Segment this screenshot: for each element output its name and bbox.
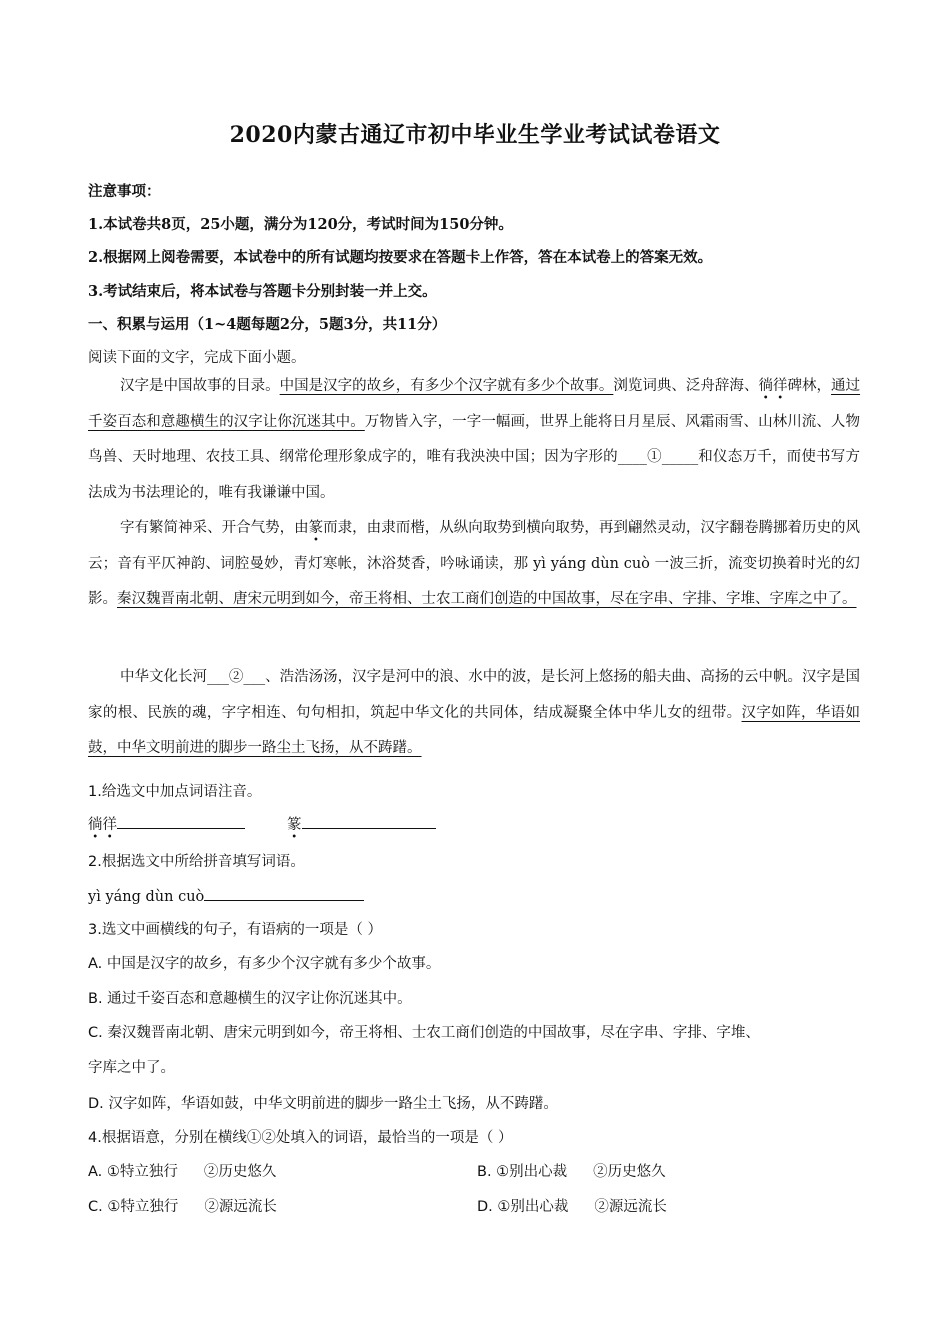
q3-option-c[interactable] [88, 1021, 760, 1042]
q3-option-c-continued: 字库之中了。 [88, 1060, 175, 1076]
option-key: B. [477, 1164, 492, 1180]
answer-blank-1[interactable] [117, 812, 245, 829]
section-heading: 一、积累与运用（1~4题每题2分，5题3分，共11分） [88, 316, 447, 333]
option-word-1: ①特立独行 [106, 1164, 178, 1180]
notes-item-3: 3.考试结束后，将本试卷与答题卡分别封装一并上交。 [88, 283, 437, 300]
option-key: A. [88, 1164, 103, 1180]
option-text: 中国是汉字的故乡，有多少个汉字就有多少个故事。 [106, 956, 441, 972]
passage-text: 浏览词典、泛舟辞海、 [613, 378, 759, 394]
passage-text: 字有繁简神采、开合气势，由 [120, 520, 309, 536]
q1-word-1 [88, 817, 117, 833]
question-number: 3. [88, 922, 102, 938]
passage-text: 万物皆入字，一字一幅画，世界上能将日月星辰、风霜雨雪、山林川流、人物鸟兽、天时地理、农技工具、纲常伦理形象成字的，唯有我泱泱中国；因为字形的____①_____和仪态万千，而使书写方法成为书法理论的，唯有我谦谦中国。 [88, 413, 860, 501]
option-key: D. [88, 1096, 104, 1112]
passage-paragraph-1 [88, 369, 860, 511]
dotted-word-changyang [758, 378, 787, 394]
passage-text: 汉字是中国故事的目录。 [120, 378, 280, 394]
option-key: C. [88, 1025, 103, 1041]
q2-pinyin: yì yáng dùn cuò [88, 889, 205, 905]
question-text: 根据选文中所给拼音填写词语。 [101, 854, 305, 870]
q1-answer-row [88, 812, 436, 834]
q3-option-b[interactable] [88, 987, 412, 1008]
dotted-char: 徉 [772, 378, 788, 394]
dotted-char: 徉 [102, 817, 117, 833]
question-text: 选文中画横线的句子，有语病的一项是（ ） [101, 922, 382, 938]
dotted-word-zhuan: 篆 [308, 520, 324, 536]
option-text: 汉字如阵，华语如鼓，中华文明前进的脚步一路尘土飞扬，从不踌躇。 [108, 1096, 558, 1112]
underlined-sentence: 汉字如阵，华语如鼓，中华文明前进的脚步一路尘土飞扬，从不踌躇。 [88, 704, 861, 756]
passage-text: 碑林， [787, 378, 832, 394]
answer-blank-2[interactable] [302, 812, 436, 829]
answer-blank-3[interactable] [204, 884, 364, 901]
option-text: 秦汉魏晋南北朝、唐宋元明到如今，帝王将相、士农工商们创造的中国故事，尽在字串、字排、字堆、 [107, 1025, 760, 1041]
question-number: 4. [88, 1130, 102, 1146]
section-instruction: 阅读下面的文字，完成下面小题。 [88, 350, 306, 366]
dotted-char: 徜 [758, 378, 773, 394]
question-1 [88, 780, 261, 801]
underlined-sentence: 通过千姿百态和意趣横生的汉字让你沉迷其中。 [88, 378, 861, 430]
passage-text: 而隶，由隶而楷，从纵向取势到横向取势，再到翩然灵动，汉字翻卷腾挪着历史的风云；音有平仄神韵、词腔曼妙，青灯寒帐，沐浴焚香，吟咏诵读，那 yì yáng dùn cuò 一波三折，流变切换着时光的幻影。 [88, 520, 861, 607]
passage-paragraph-3 [88, 660, 860, 767]
q4-option-a[interactable] [88, 1160, 276, 1181]
q1-word-2: 篆 [287, 817, 302, 833]
question-text: 给选文中加点词语注音。 [101, 784, 262, 800]
underlined-sentence: 秦汉魏晋南北朝、唐宋元明到如今，帝王将相、士农工商们创造的中国故事，尽在字串、字排、字堆、字库之中了。 [117, 591, 857, 607]
notes-heading: 注意事项： [88, 183, 161, 200]
option-text: 通过千姿百态和意趣横生的汉字让你沉迷其中。 [107, 991, 412, 1007]
option-key: B. [88, 991, 103, 1007]
option-word-1: ①特立独行 [107, 1199, 179, 1215]
passage-text: 中华文化长河___②___、浩浩汤汤，汉字是河中的浪、水中的波，是长河上悠扬的船夫曲、高扬的云中帆。汉字是国家的根、民族的魂，字字相连、句句相扣，筑起中华文化的共同体，结成凝聚全体中华儿女的纽带。 [88, 669, 860, 721]
q4-option-b[interactable] [477, 1160, 666, 1181]
notes-item-1: 1.本试卷共8页，25小题，满分为120分，考试时间为150分钟。 [88, 216, 513, 233]
q3-option-d[interactable] [88, 1092, 558, 1113]
page-title: 2020内蒙古通辽市初中毕业生学业考试试卷语文 [229, 122, 721, 148]
dotted-char: 徜 [88, 817, 103, 833]
question-3 [88, 918, 382, 939]
passage-paragraph-2 [88, 511, 860, 618]
question-2 [88, 850, 305, 871]
question-text: 根据语意，分别在横线①②处填入的词语，最恰当的一项是（ ） [101, 1130, 513, 1146]
question-4 [88, 1126, 512, 1147]
question-number: 2. [88, 854, 102, 870]
notes-item-2: 2.根据网上阅卷需要，本试卷中的所有试题均按要求在答题卡上作答，答在本试卷上的答案无效。 [88, 249, 713, 266]
question-number: 1. [88, 784, 102, 800]
option-key: C. [88, 1199, 103, 1215]
option-word-2: ②历史悠久 [203, 1164, 277, 1180]
option-word-2: ②源远流长 [594, 1199, 667, 1215]
q4-option-c[interactable] [88, 1195, 277, 1216]
option-word-1: ①别出心裁 [496, 1164, 568, 1180]
option-word-1: ①别出心裁 [497, 1199, 569, 1215]
q3-option-a[interactable] [88, 952, 440, 973]
option-word-2: ②源远流长 [204, 1199, 277, 1215]
q2-answer-row [88, 884, 364, 905]
option-key: A. [88, 956, 103, 972]
option-word-2: ②历史悠久 [593, 1164, 666, 1180]
underlined-sentence: 中国是汉字的故乡，有多少个汉字就有多少个故事。 [279, 378, 614, 394]
option-key: D. [477, 1199, 493, 1215]
q4-option-d[interactable] [477, 1195, 667, 1216]
